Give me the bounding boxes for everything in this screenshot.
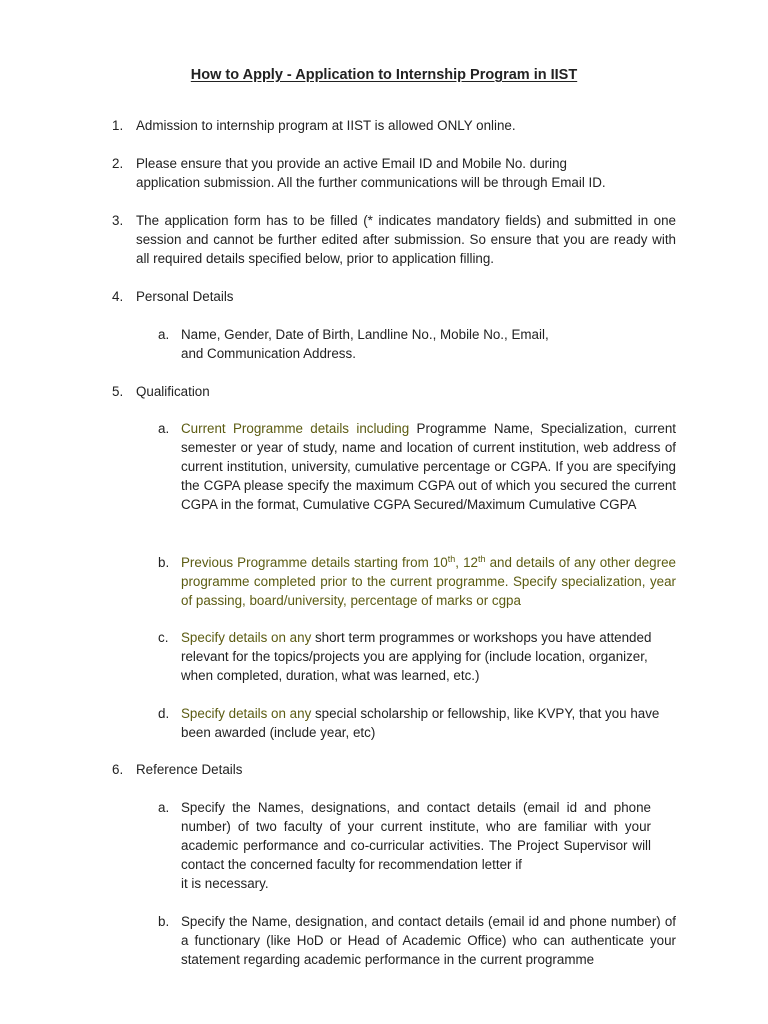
item-number: 4. (112, 289, 124, 304)
subitem-letter: a. (158, 421, 170, 436)
item-text: The application form has to be filled (* indicates mandatory fields) and submitted in one session and cannot be further edited after submission. So ensure that you are ready with all required details specified below, prior to application filling. (136, 213, 676, 266)
subitem-text: Specify the Name, designation, and contact details (email id and phone number) of a functionary (like HoD or Head of Academic Office) who can authenticate your statement regarding academic performance in the current programme (181, 914, 676, 967)
subitem-text (181, 798, 651, 893)
subitem-text-line: it is necessary. (181, 876, 269, 891)
subitem-body: Previous Programme details starting from 10 (181, 555, 448, 570)
item-number: 3. (112, 213, 124, 228)
page-title: How to Apply - Application to Internship Program in IIST (190, 67, 578, 83)
highlight-text: Specify details on any (181, 706, 312, 721)
subitem-text (181, 553, 676, 610)
subitem-letter: b. (158, 914, 170, 929)
item-number: 1. (112, 118, 124, 133)
item-number: 6. (112, 762, 124, 777)
section-heading-reference: Reference Details (136, 762, 243, 777)
superscript: th (447, 554, 456, 564)
item-number: 2. (112, 156, 124, 171)
subitem-body: short term programmes or workshops you have attended relevant for the topics/projects you are applying for (include location, organizer, when completed, duration, what was learned, etc.) (181, 630, 652, 683)
subitem-text-line: been awarded (include year, etc) (181, 725, 376, 740)
subitem-body: special scholarship or fellowship, like KVPY, that you have (311, 706, 660, 721)
item-text: Admission to internship program at IIST is allowed ONLY online. (136, 118, 516, 133)
subitem-body: , 12 (455, 555, 478, 570)
subitem-letter: c. (158, 630, 169, 645)
section-heading-personal: Personal Details (136, 289, 234, 304)
subitem-body: Specify the Names, designations, and contact details (email id and phone number) of two faculty of your current institute, who are familiar with your academic performance and co-curricular activities. The Project Supervisor will contact the concerned faculty for recommendation letter if (181, 800, 651, 872)
highlight-text: Specify details on any (181, 630, 312, 645)
item-text-line: application submission. All the further communications will be through Email ID. (136, 175, 606, 190)
subitem-letter: d. (158, 706, 170, 721)
subitem-text (181, 325, 676, 363)
item-number: 5. (112, 384, 124, 399)
subitem-text (181, 419, 676, 514)
subitem-text-line: and Communication Address. (181, 346, 356, 361)
section-heading-qualification: Qualification (136, 384, 210, 399)
subitem-letter: a. (158, 327, 170, 342)
subitem-body: Programme Name, Specialization, current semester or year of study, name and location of current institution, web address of current institution, university, cumulative percentage or CGPA. If you are specifying the CGPA please specify the maximum CGPA out of which you secured the current CGPA in the format, Cumulative CGPA Secured/Maximum Cumulative CGPA (181, 421, 676, 512)
subitem-letter: b. (158, 555, 170, 570)
highlight-text: Current Programme details including (181, 421, 410, 436)
item-text (136, 154, 676, 192)
subitem-body: and details of any other degree programme completed prior to the current programme. Specify specialization, year of passing, board/university, percentage of marks or cgpa (181, 555, 676, 608)
subitem-text-line: Name, Gender, Date of Birth, Landline No., Mobile No., Email, (181, 327, 549, 342)
subitem-text (181, 628, 676, 685)
subitem-text-line (181, 704, 676, 723)
superscript: th (477, 554, 486, 564)
item-text-line: Please ensure that you provide an active Email ID and Mobile No. during (136, 156, 567, 171)
subitem-letter: a. (158, 800, 170, 815)
subitem-text (181, 704, 676, 742)
